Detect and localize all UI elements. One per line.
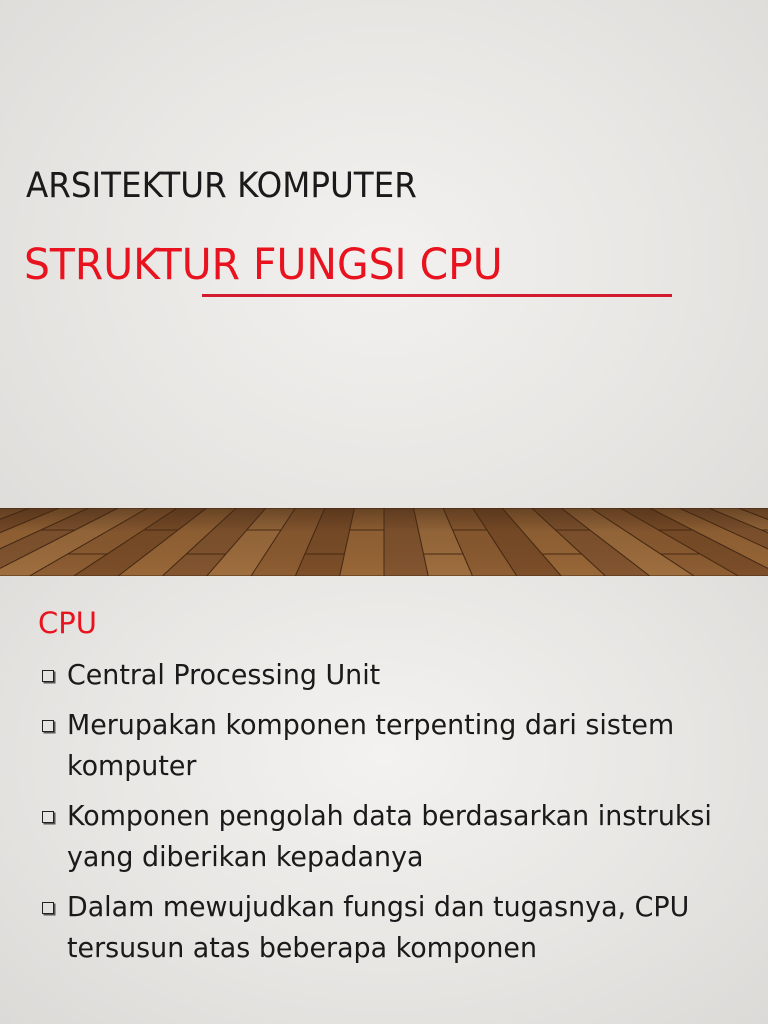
list-item (40, 704, 740, 786)
list-item (40, 654, 740, 695)
slide-title: STRUKTUR FUNGSI CPU (24, 240, 503, 290)
wood-floor-image (0, 508, 768, 576)
square-bullet-icon (42, 811, 54, 823)
slide-subtitle: ARSITEKTUR KOMPUTER (26, 166, 417, 206)
content-slide (0, 576, 768, 1024)
list-item-text: Central Processing Unit (67, 658, 381, 691)
wood-floor-decoration (0, 508, 768, 576)
square-bullet-icon (42, 670, 54, 682)
list-item (40, 886, 740, 968)
list-item-text: Merupakan komponen terpenting dari sistem komputer (67, 708, 675, 782)
list-item-text: Dalam mewujudkan fungsi dan tugasnya, CPU tersusun atas beberapa komponen (67, 890, 690, 964)
square-bullet-icon (42, 902, 54, 914)
list-item (40, 795, 740, 877)
content-heading: CPU (38, 606, 97, 640)
bullet-list (40, 654, 740, 977)
list-item-text: Komponen pengolah data berdasarkan instruksi yang diberikan kepadanya (67, 799, 712, 873)
square-bullet-icon (42, 720, 54, 732)
title-underline (202, 294, 672, 297)
